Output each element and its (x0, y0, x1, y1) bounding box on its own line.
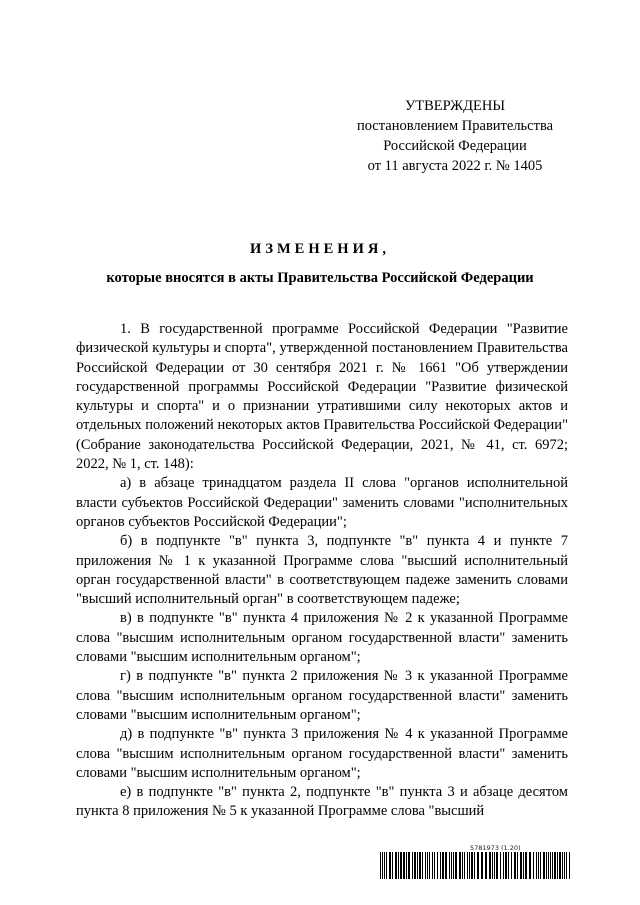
approval-heading: УТВЕРЖДЕНЫ (404, 98, 506, 114)
paragraph: г) в подпункте "в" пункта 2 приложения № 3 к указанной Программе слова "высшим исполнительным органом государственной власти" заменить словами "высшим исполнительным органом"; (76, 668, 568, 723)
paragraph: а) в абзаце тринадцатом раздела II слова "органов исполнительной власти субъектов Российской Федерации" заменить словами "исполнительных органов субъектов Российской Федерации"; (76, 475, 568, 530)
approval-line: постановлением Правительства (356, 118, 554, 134)
paragraph: д) в подпункте "в" пункта 3 приложения № 4 к указанной Программе слова "высшим исполнительным органом государственной власти" заменить словами "высшим исполнительным органом"; (76, 726, 568, 781)
approval-line: Российской Федерации (383, 138, 527, 154)
document-subtitle: которые вносятся в акты Правительства Российской Федерации (106, 270, 534, 286)
paragraph: в) в подпункте "в" пункта 4 приложения № 2 к указанной Программе слова "высшим исполнительным органом государственной власти" заменить словами "высшим исполнительным органом"; (76, 610, 568, 666)
barcode-number: 5781973 (1.20) (470, 844, 521, 852)
document-title: ИЗМЕНЕНИЯ, (250, 241, 390, 257)
document-body (76, 320, 568, 822)
approval-block (350, 96, 560, 176)
paragraph: б) в подпункте "в" пункта 3, подпункте "в" пункта 4 и пункте 7 приложения № 1 к указанной Программе слова "высший исполнительный орган государственной власти" в соответствующем падеже заменить словами "высший исполнительный орган" в соответствующем падеже; (76, 533, 568, 608)
paragraph: е) в подпункте "в" пункта 2, подпункте "в" пункта 3 и абзаце десятом пункта 8 приложения № 5 к указанной Программе слова "высший (76, 784, 568, 820)
paragraph: 1. В государственной программе Российской Федерации "Развитие физической культуры и спорта", утвержденной постановлением Правительства Российской Федерации от 30 сентября 2021 г. № 1661 "Об утверждении государственной программы Российской Федерации "Развитие физической культуры и спорта" и о признании утратившими силу некоторых актов и отдельных положений некоторых актов Правительства Российской Федерации" (Собрание законодательства Российской Федерации, 2021, № 41, ст. 6972; 2022, № 1, ст. 148): (76, 321, 568, 473)
approval-date-line: от 11 августа 2022 г. № 1405 (367, 158, 543, 174)
barcode-image (380, 852, 570, 879)
